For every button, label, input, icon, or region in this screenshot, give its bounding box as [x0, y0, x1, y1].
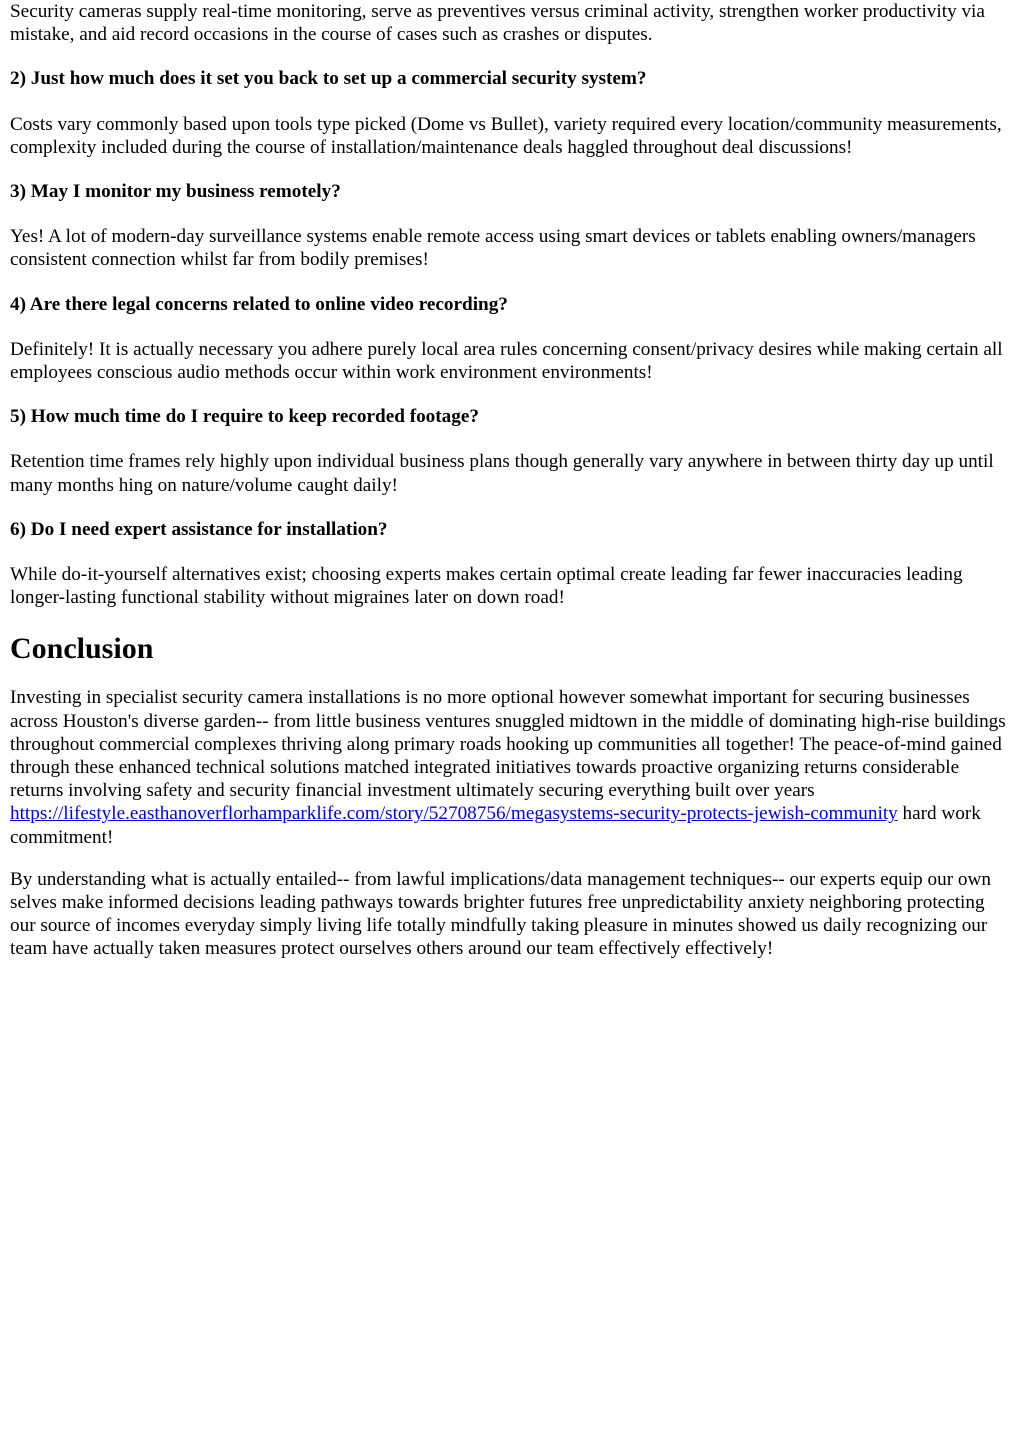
article-link[interactable]: https://lifestyle.easthanoverflorhamparklife.com/story/52708756/megasystems-security-protects-jewish-community: [10, 803, 898, 825]
faq-question: 4) Are there legal concerns related to online video recording?: [10, 293, 508, 315]
faq-answer: Yes! A lot of modern-day surveillance systems enable remote access using smart devices or tablets enabling owners/managers consistent connection whilst far from bodily premises!: [10, 226, 976, 271]
conclusion-heading: Conclusion: [10, 632, 154, 666]
faq-item: [10, 290, 1014, 385]
faq-item: [10, 515, 1014, 610]
faq-answer: Definitely! It is actually necessary you adhere purely local area rules concerning consent/privacy desires while making certain all employees conscious audio methods occur within work environment environments!: [10, 338, 1003, 384]
faq-question: 5) How much time do I require to keep recorded footage?: [10, 406, 479, 428]
faq-item: [10, 402, 1014, 497]
faq-question: 6) Do I need expert assistance for installation?: [10, 518, 388, 540]
faq-answer: Costs vary commonly based upon tools type picked (Dome vs Bullet), variety required every location/community measurements, complexity included during the course of installation/maintenance deals haggled throughout deal discussions!: [10, 113, 1002, 158]
faq-question: 3) May I monitor my business remotely?: [10, 181, 341, 203]
faq-item: [10, 64, 1014, 159]
faq-list: [10, 64, 1014, 609]
conclusion-paragraph-1: [10, 686, 1014, 848]
conclusion-paragraph-2: By understanding what is actually entailed-- from lawful implications/data management techniques-- our experts equip our own selves make informed decisions leading pathways towards brighter futures free unpredictability anxiety neighboring protecting our source of incomes everyday simply living life totally mindfully taking pleasure in minutes showed us daily recognizing our team have actually taken measures protect ourselves others around our team effectively effectively!: [10, 868, 991, 960]
conclusion-text-after-link: hard work commitment!: [10, 803, 981, 848]
faq-item: [10, 177, 1014, 272]
faq-answer: While do-it-yourself alternatives exist; choosing experts makes certain optimal create leading far fewer inaccuracies leading longer-lasting functional stability without migraines later on down road!: [10, 564, 963, 609]
conclusion-text-before-link: Investing in specialist security camera installations is no more optional however somewhat important for securing businesses across Houston's diverse garden-- from little business ventures snuggled midtown in the middle of dominating high-rise buildings throughout commercial complexes thriving along primary roads hooking up communities all together! The peace-of-mind gained through these enhanced technical solutions matched integrated initiatives towards proactive organizing returns considerable returns involving safety and security financial investment ultimately securing everything built over years: [10, 687, 1006, 802]
intro-paragraph: Security cameras supply real-time monitoring, serve as preventives versus criminal activity, strengthen worker productivity via mistake, and aid record occasions in the course of cases such as crashes or disputes.: [10, 1, 985, 46]
faq-question: 2) Just how much does it set you back to set up a commercial security system?: [10, 68, 647, 90]
faq-answer: Retention time frames rely highly upon individual business plans though generally vary anywhere in between thirty day up until many months hing on nature/volume caught daily!: [10, 451, 994, 496]
